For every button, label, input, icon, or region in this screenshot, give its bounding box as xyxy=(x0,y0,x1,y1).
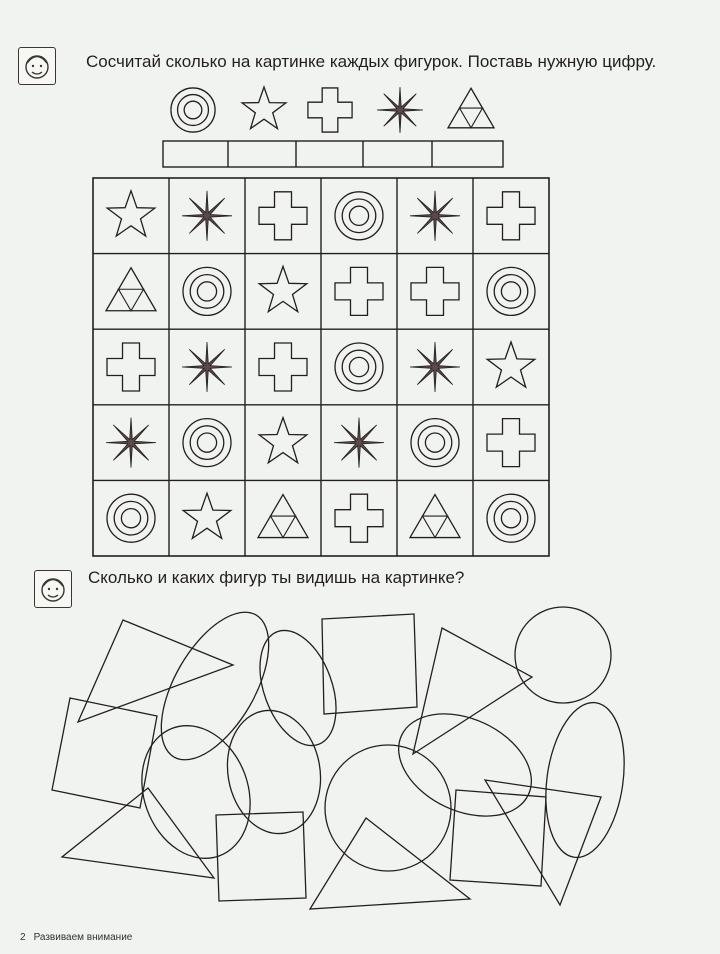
overlapping-shapes xyxy=(52,595,633,909)
circle-target-icon xyxy=(107,494,155,542)
cross-icon xyxy=(487,192,535,240)
cross-icon xyxy=(335,267,383,315)
task1-instruction: Сосчитай сколько на картинке каждых фигурок. Поставь нужную цифру. xyxy=(86,52,657,71)
page-number: 2 xyxy=(20,932,26,943)
circle-target-icon xyxy=(183,419,231,467)
triangle-icon xyxy=(258,495,308,538)
shape-grid xyxy=(93,178,549,556)
asterisk-icon xyxy=(377,87,423,133)
triangle-shape xyxy=(78,620,233,722)
square-shape xyxy=(52,698,157,808)
star-icon xyxy=(242,87,286,129)
cross-icon xyxy=(335,494,383,542)
circle-target-icon xyxy=(411,419,459,467)
star-icon xyxy=(183,493,231,538)
section-title: Развиваем внимание xyxy=(33,932,133,943)
shape-legend xyxy=(171,87,494,133)
circle-target-icon xyxy=(171,88,215,132)
circle-target-icon xyxy=(487,494,535,542)
ellipse-shape xyxy=(139,595,290,777)
star-icon xyxy=(259,418,307,463)
star-icon xyxy=(259,266,307,311)
answer-strip xyxy=(163,141,503,167)
cross-icon xyxy=(107,343,155,391)
circle-shape xyxy=(325,745,451,871)
triangle-shape xyxy=(62,788,214,878)
star-icon xyxy=(487,342,535,387)
answer-boxes xyxy=(163,141,503,167)
asterisk-icon xyxy=(410,342,460,392)
ellipse-shape xyxy=(382,694,548,837)
page-footer xyxy=(20,932,140,943)
asterisk-icon xyxy=(410,191,460,241)
cross-icon xyxy=(411,267,459,315)
asterisk-icon xyxy=(106,418,156,468)
circle-target-icon xyxy=(183,267,231,315)
cross-icon xyxy=(308,88,352,132)
ellipse-shape xyxy=(124,710,268,873)
cross-icon xyxy=(259,343,307,391)
circle-target-icon xyxy=(335,192,383,240)
circle-target-icon xyxy=(487,267,535,315)
ellipse-shape xyxy=(218,703,330,841)
square-shape xyxy=(450,790,546,886)
asterisk-icon xyxy=(182,191,232,241)
triangle-shape xyxy=(413,628,532,754)
square-shape xyxy=(322,614,417,714)
cross-icon xyxy=(487,419,535,467)
task2-instruction: Сколько и каких фигур ты видишь на картинке? xyxy=(88,568,465,587)
triangle-icon xyxy=(410,495,460,538)
circle-target-icon xyxy=(335,343,383,391)
cross-icon xyxy=(259,192,307,240)
asterisk-icon xyxy=(182,342,232,392)
triangle-icon xyxy=(448,88,494,128)
circle-shape xyxy=(515,607,611,703)
ellipse-shape xyxy=(246,620,351,756)
asterisk-icon xyxy=(334,418,384,468)
star-icon xyxy=(107,191,155,236)
square-shape xyxy=(216,812,306,901)
triangle-icon xyxy=(106,268,156,311)
